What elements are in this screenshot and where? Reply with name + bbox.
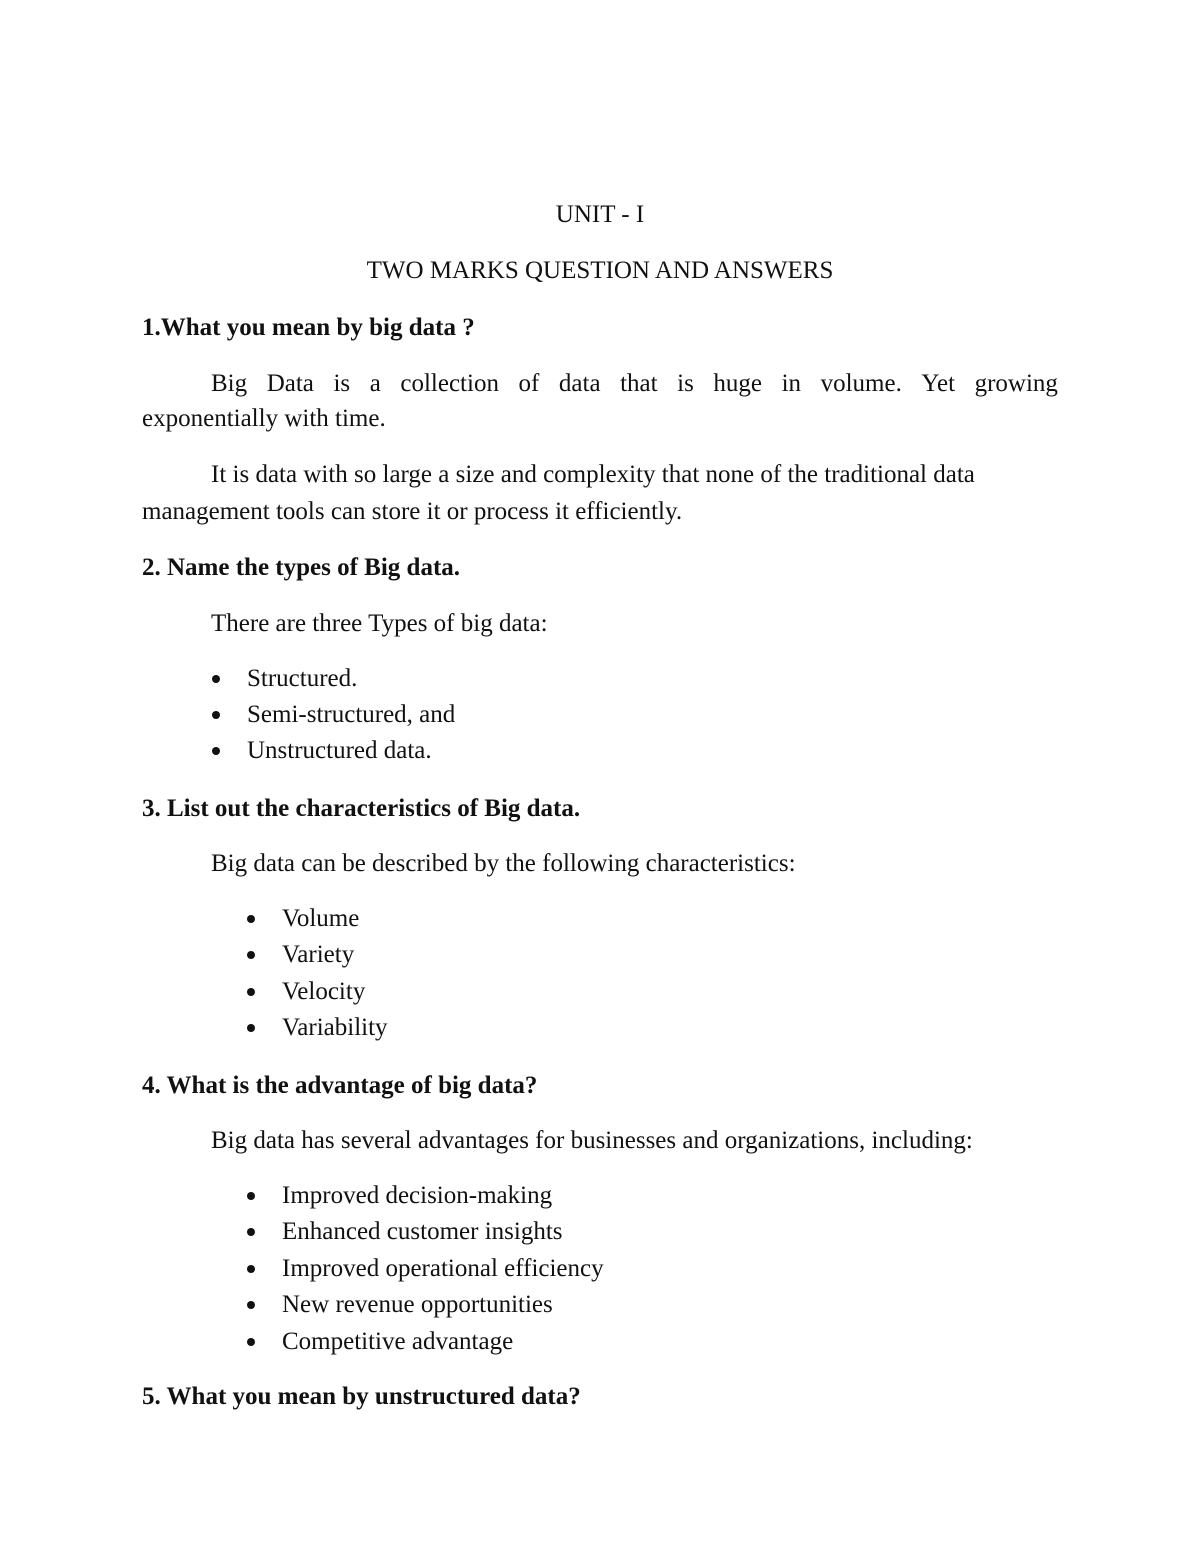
question-2: 2. Name the types of Big data. [142, 554, 461, 581]
bullet-icon [247, 1301, 255, 1309]
word: is [333, 370, 351, 397]
list-item: Structured. [247, 665, 358, 692]
word: volume. [820, 370, 902, 397]
bullet-icon [247, 1265, 255, 1273]
word: of [518, 370, 540, 397]
q1-paragraph-2-line-2: management tools can store it or process it efficiently. [142, 498, 683, 525]
list-item: Improved decision-making [282, 1182, 553, 1209]
list-item: Variability [282, 1014, 388, 1041]
list-item: Unstructured data. [247, 737, 432, 764]
question-1: 1.What you mean by big data ? [142, 314, 475, 341]
word: Yet [921, 370, 956, 397]
word: huge [713, 370, 763, 397]
word: in [781, 370, 802, 397]
q1-paragraph-1-line-2: exponentially with time. [142, 405, 386, 432]
bullet-icon [247, 988, 255, 996]
unit-heading: UNIT - I [555, 201, 645, 228]
bullet-icon [247, 1228, 255, 1236]
word: Big [211, 370, 248, 397]
word: Data [266, 370, 314, 397]
q1-paragraph-1-line-1 [211, 369, 1058, 399]
word: is [677, 370, 694, 397]
bullet-icon [247, 915, 255, 923]
word: a [369, 370, 381, 397]
question-3: 3. List out the characteristics of Big data. [142, 795, 581, 822]
bullet-icon [247, 1024, 255, 1032]
bullet-icon [247, 1338, 255, 1346]
question-5: 5. What you mean by unstructured data? [142, 1383, 581, 1410]
word: data [558, 370, 601, 397]
q3-intro: Big data can be described by the following characteristics: [211, 850, 796, 877]
list-item: New revenue opportunities [282, 1291, 553, 1318]
document-subtitle: TWO MARKS QUESTION AND ANSWERS [366, 257, 834, 284]
word: growing [974, 370, 1058, 397]
q2-intro: There are three Types of big data: [211, 610, 548, 637]
bullet-icon [247, 951, 255, 959]
q4-intro: Big data has several advantages for businesses and organizations, including: [211, 1127, 973, 1154]
list-item: Volume [282, 905, 360, 932]
q1-paragraph-2-line-1: It is data with so large a size and complexity that none of the traditional data [211, 461, 975, 488]
bullet-icon [212, 747, 220, 755]
bullet-icon [247, 1192, 255, 1200]
bullet-icon [212, 711, 220, 719]
list-item: Improved operational efficiency [282, 1255, 604, 1282]
list-item: Semi-structured, and [247, 701, 456, 728]
word: that [620, 370, 658, 397]
question-4: 4. What is the advantage of big data? [142, 1072, 538, 1099]
list-item: Variety [282, 941, 355, 968]
word: collection [400, 370, 499, 397]
list-item: Enhanced customer insights [282, 1218, 563, 1245]
list-item: Competitive advantage [282, 1328, 514, 1355]
list-item: Velocity [282, 978, 366, 1005]
bullet-icon [212, 675, 220, 683]
